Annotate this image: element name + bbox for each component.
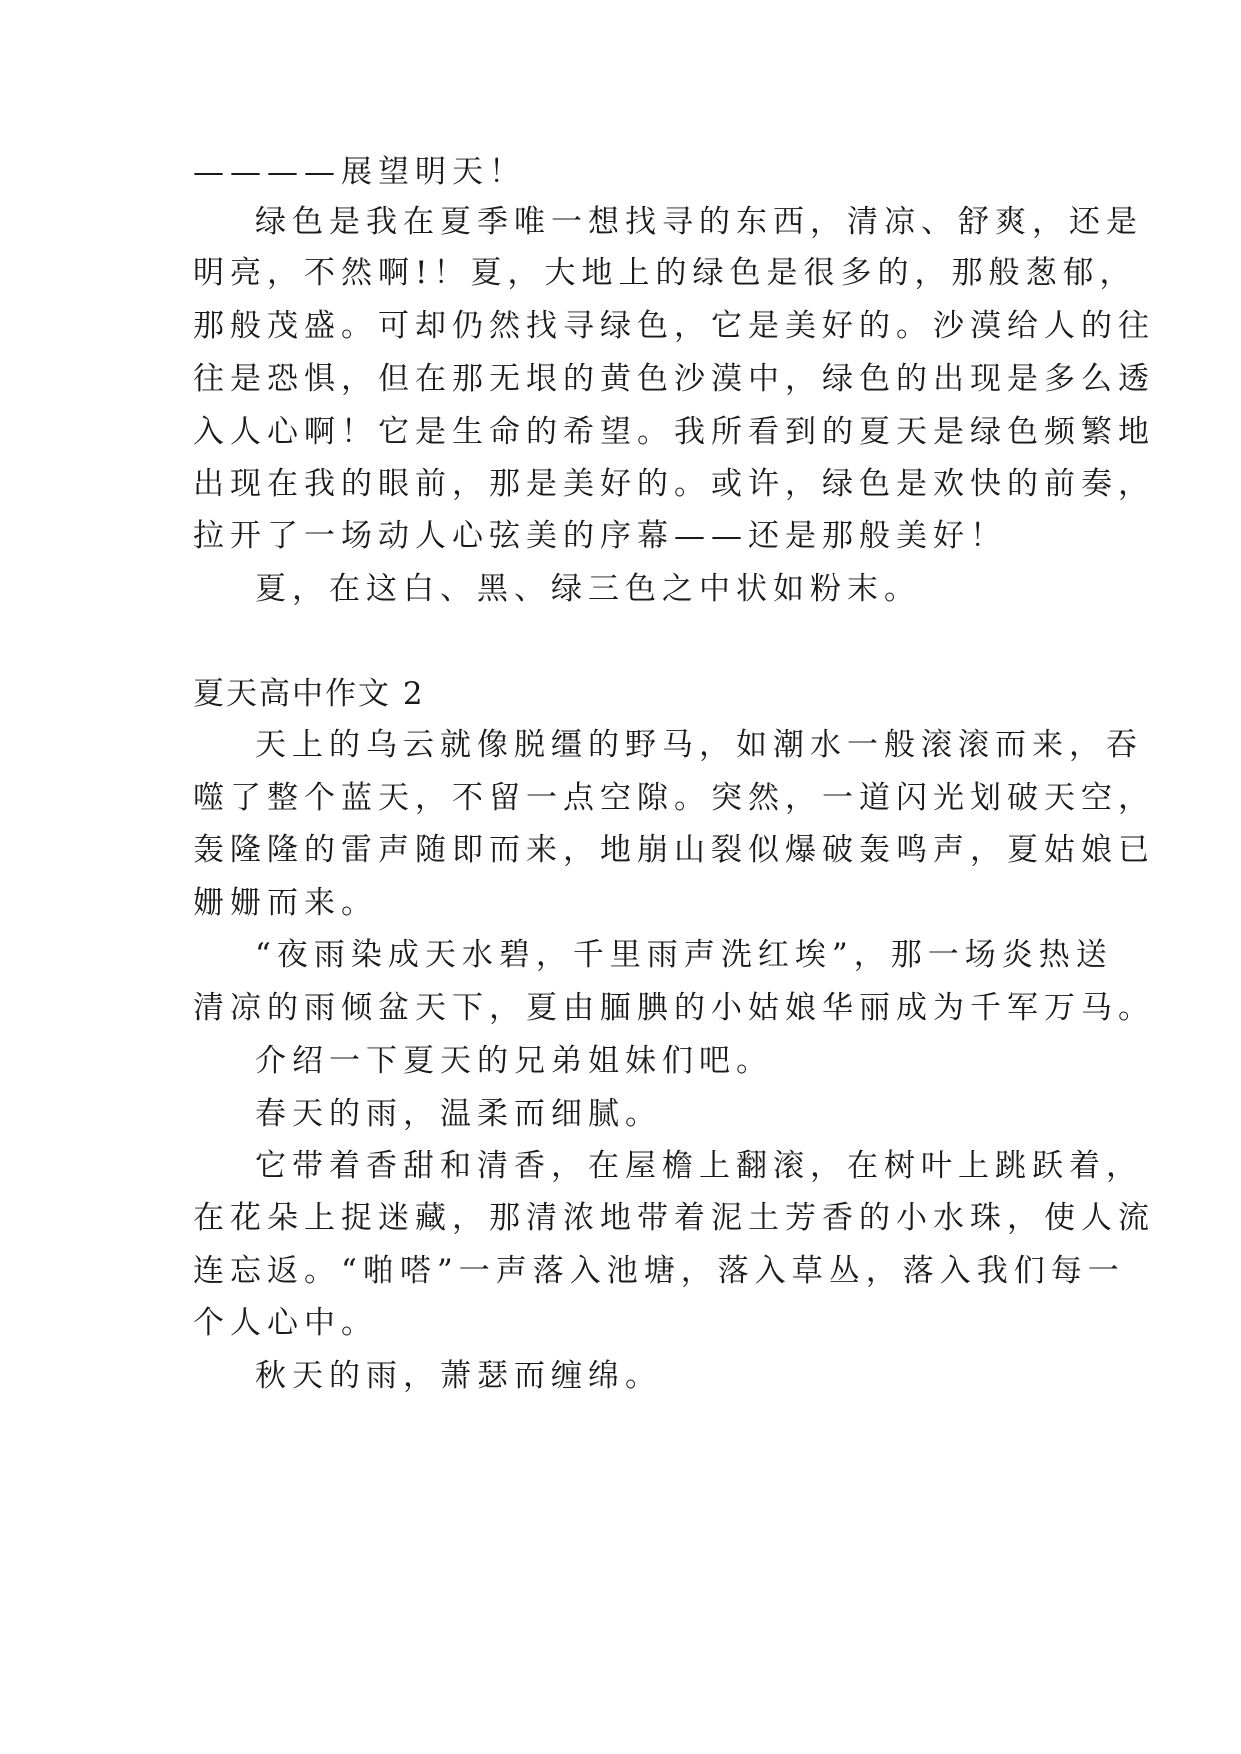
paragraph-text-line: 往是恐惧，但在那无垠的黄色沙漠中，绿色的出现是多么透 bbox=[193, 361, 1155, 397]
paragraph-text-line: 个人心中。 bbox=[193, 1305, 378, 1341]
paragraph-text-line: “夜雨染成天水碧，千里雨声洗红埃”，那一场炎热送 bbox=[255, 937, 1113, 973]
paragraph-text-line: 出现在我的眼前，那是美好的。或许，绿色是欢快的前奏， bbox=[193, 466, 1155, 502]
paragraph-text-line: 姗姗而来。 bbox=[193, 885, 378, 921]
paragraph-text-line: 清凉的雨倾盆天下，夏由腼腆的小姑娘华丽成为千军万马。 bbox=[193, 990, 1155, 1026]
paragraph-text-line: 在花朵上捉迷藏，那清浓地带着泥土芳香的小水珠，使人流 bbox=[193, 1200, 1155, 1236]
text-line: ————展望明天！ bbox=[193, 154, 526, 190]
section-heading: 夏天高中作文 2 bbox=[193, 676, 425, 712]
paragraph-text-line: 天上的乌云就像脱缰的野马，如潮水一般滚滚而来，吞 bbox=[255, 727, 1143, 763]
paragraph-text-line: 轰隆隆的雷声随即而来，地崩山裂似爆破轰鸣声，夏姑娘已 bbox=[193, 832, 1155, 868]
paragraph-text-line: 连忘返。“啪嗒”一声落入池塘，落入草丛，落入我们每一 bbox=[193, 1253, 1125, 1289]
paragraph-text-line: 绿色是我在夏季唯一想找寻的东西，清凉、舒爽，还是 bbox=[255, 204, 1143, 240]
paragraph-text-line: 它带着香甜和清香，在屋檐上翻滚，在树叶上跳跃着， bbox=[255, 1148, 1143, 1184]
paragraph-text-line: 入人心啊！它是生命的希望。我所看到的夏天是绿色频繁地 bbox=[193, 414, 1155, 450]
paragraph-text-line: 拉开了一场动人心弦美的序幕——还是那般美好！ bbox=[193, 518, 1007, 554]
paragraph-text-line: 噬了整个蓝天，不留一点空隙。突然，一道闪光划破天空， bbox=[193, 780, 1155, 816]
paragraph-text-line: 明亮，不然啊!！夏，大地上的绿色是很多的，那般葱郁， bbox=[193, 255, 1137, 291]
paragraph-text-line: 那般茂盛。可却仍然找寻绿色，它是美好的。沙漠给人的往 bbox=[193, 308, 1155, 344]
paragraph-text-line: 秋天的雨，萧瑟而缠绵。 bbox=[255, 1358, 662, 1394]
paragraph-text-line: 介绍一下夏天的兄弟姐妹们吧。 bbox=[255, 1043, 773, 1079]
paragraph-text-line: 夏，在这白、黑、绿三色之中状如粉末。 bbox=[255, 571, 921, 607]
paragraph-text-line: 春天的雨，温柔而细腻。 bbox=[255, 1096, 662, 1132]
